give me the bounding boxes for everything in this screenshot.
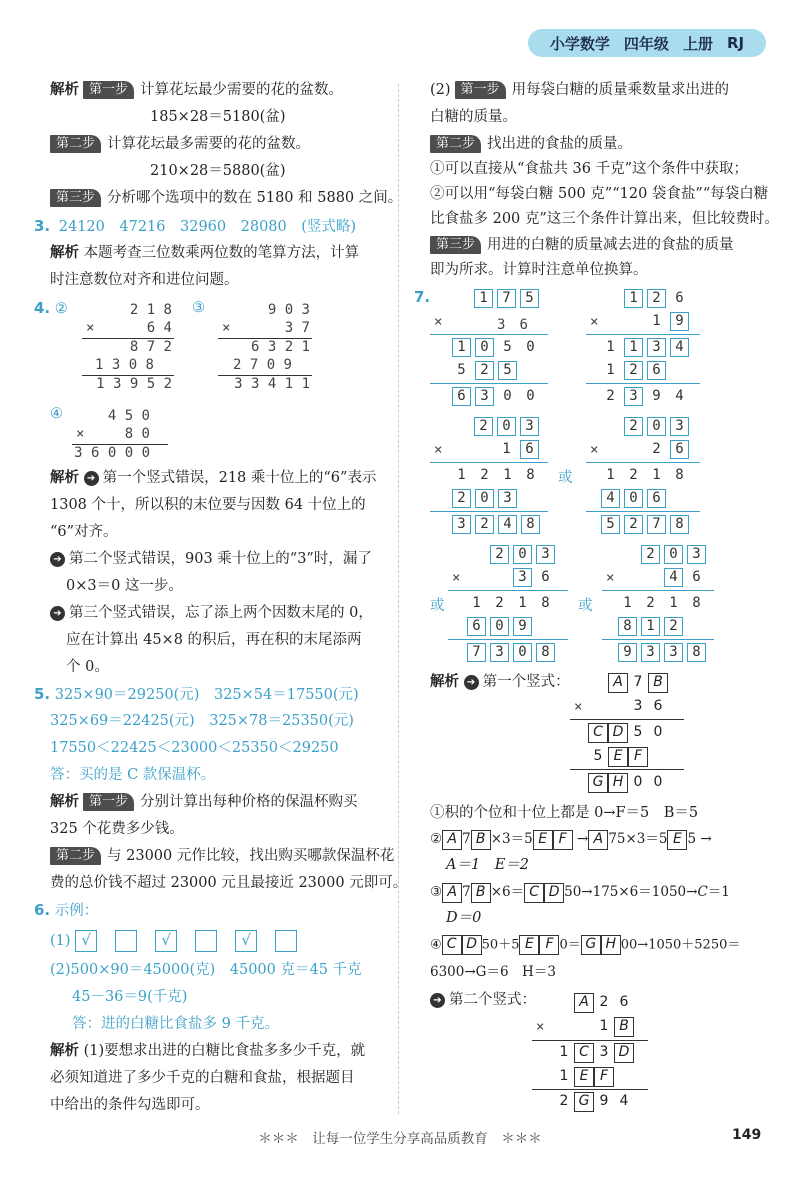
q4-analysis-b	[50, 549, 372, 569]
letter-box: B	[614, 1017, 634, 1037]
step2-equation: 210×28＝5880(盆)	[150, 163, 286, 179]
digit: 9	[652, 388, 661, 404]
q6-title	[34, 900, 98, 921]
letter-box: G	[588, 773, 608, 793]
arrow-bullet-icon: ➔	[50, 606, 65, 621]
digit-box: 1	[624, 289, 643, 308]
v2-row1: 2 1 8	[129, 302, 172, 318]
r-text: 比食盐多 200 克”这三个条件计算出来，但比较费时。	[430, 211, 779, 227]
times-sign: ×	[86, 320, 95, 336]
digit: 4	[619, 1093, 629, 1109]
checkbox	[115, 930, 137, 952]
digit-box: 6	[520, 440, 539, 459]
digit-box: 3	[624, 387, 643, 406]
q4-analysis-a1	[50, 468, 376, 488]
digit-box: 2	[624, 417, 643, 436]
digit: 6	[619, 994, 629, 1010]
letter-box: G	[574, 1092, 594, 1112]
digit: 1	[559, 1068, 569, 1084]
digit: 0	[633, 774, 643, 790]
digit: 1	[606, 467, 615, 483]
grade: 四年级	[623, 34, 669, 53]
step1-text: 计算花坛最少需要的花的盆数。	[140, 82, 344, 98]
grid-rule	[586, 334, 700, 335]
q4-circle2: ②	[54, 301, 68, 317]
digit: 2	[599, 994, 609, 1010]
digit-box: 3	[536, 545, 555, 564]
digit: 4	[675, 388, 684, 404]
q5-analysis-text: 与 23000 元作比较，找出购买哪款保温杯花	[107, 848, 395, 864]
q6-check-row	[50, 929, 315, 953]
checkbox: √	[75, 930, 97, 952]
digit-box: 6	[647, 489, 666, 508]
digit: 0	[526, 339, 535, 355]
digit: 2	[646, 595, 655, 611]
explain-4-result: 6300→G＝6 H＝3	[430, 964, 556, 980]
digit-box: 9	[670, 312, 689, 331]
digit: 0	[503, 388, 512, 404]
letter-box: H	[608, 773, 628, 793]
q5-text: 17550＜22425＜23000＜25350＜29250	[50, 740, 339, 756]
digit-box: 0	[475, 338, 494, 357]
digit-box: 3	[647, 338, 666, 357]
q4-analysis-text: 应在计算出 45×8 的积后，再在积的末尾添两	[66, 632, 362, 648]
digit-box: 6	[647, 361, 666, 380]
r-text: ②可以用“每袋白糖 500 克”“120 袋食盐”“每袋白糖	[430, 186, 769, 202]
grid-rule	[430, 462, 548, 463]
q5-line1	[34, 684, 359, 705]
digit: 5	[633, 724, 643, 740]
digit-box: 3	[687, 545, 706, 564]
times-sign: ×	[590, 314, 599, 330]
or-label: 或	[558, 470, 573, 486]
step2-badge: 第二步	[50, 847, 101, 865]
explain-3-result: D＝0	[446, 910, 482, 926]
arrow-bullet-icon: ➔	[430, 993, 445, 1008]
grid-rule	[586, 511, 700, 512]
v4-row2: 8 0	[124, 426, 150, 442]
digit: 2	[652, 441, 661, 457]
q6-text: 45－36＝9(千克)	[72, 989, 188, 1005]
q5-answer: 答：买的是 C 款保温杯。	[50, 767, 216, 783]
digit-box: 8	[670, 515, 689, 534]
digit: 5	[457, 362, 466, 378]
q6-part1-label: (1)	[50, 933, 71, 949]
q6-answer: 答：进的白糖比食盐多 9 千克。	[72, 1016, 279, 1032]
digit-box: 2	[624, 515, 643, 534]
q4-header	[34, 298, 68, 319]
q4-analysis-text: 第三个竖式错误，忘了添上两个因数末尾的 0，	[69, 605, 373, 621]
letter-box: C	[588, 723, 608, 743]
digit: 1	[457, 467, 466, 483]
digit-box: 1	[452, 338, 471, 357]
explain-2: ② A 7 B ×3＝5 E F → A 75×3＝5 E 5 →	[430, 829, 712, 850]
q3-answer-line	[34, 216, 356, 237]
digit-box: 0	[624, 489, 643, 508]
arrow-bullet-icon: ➔	[84, 471, 99, 486]
q6-text: (2)500×90＝45000(克) 45000 克＝45 千克	[50, 962, 362, 978]
q3-answer: 24120 47216 32960 28080 (竖式略)	[58, 219, 357, 235]
step3-badge: 第三步	[430, 236, 481, 254]
analysis-label: 解析	[50, 82, 79, 98]
q6-analysis-text: (1)要想求出进的白糖比食盐多多少千克，就	[83, 1043, 366, 1059]
letter-box: C	[574, 1043, 594, 1063]
v3-row3: 6 3 2 1	[250, 339, 310, 355]
step1-badge: 第一步	[83, 81, 134, 99]
digit-box: 3	[641, 643, 660, 662]
digit-box: 2	[490, 545, 509, 564]
digit-box: 4	[498, 515, 517, 534]
step2-badge: 第二步	[430, 135, 481, 153]
letter-box: F	[594, 1067, 614, 1087]
digit-box: 8	[618, 617, 637, 636]
digit: 3	[633, 698, 643, 714]
grid-rule	[586, 383, 700, 384]
q4-analysis-c	[50, 603, 373, 623]
q4-circle3: ③	[192, 300, 205, 316]
v3-row1: 9 0 3	[267, 302, 310, 318]
digit-box: 7	[647, 515, 666, 534]
step3-badge: 第三步	[50, 189, 101, 207]
digit: 2	[495, 595, 504, 611]
digit-box: 4	[601, 489, 620, 508]
q4-analysis-text: 个 0。	[66, 659, 109, 675]
arrow-bullet-icon: ➔	[50, 552, 65, 567]
digit: 1	[652, 467, 661, 483]
digit: 1	[599, 1018, 609, 1034]
footer	[0, 1123, 800, 1149]
q5-analysis-text: 325 个花费多少钱。	[50, 821, 184, 837]
r-text: ①可以直接从“食盐共 36 千克”这个条件中获取；	[430, 161, 748, 177]
digit-box: 0	[513, 545, 532, 564]
r-step1-text: 白糖的质量。	[430, 109, 517, 125]
analysis-label: 解析	[50, 470, 79, 486]
q5-analysis-text: 分别计算出每种价格的保温杯购买	[140, 794, 358, 810]
q6-number: 6.	[34, 901, 51, 919]
part2-label: (2)	[430, 82, 451, 98]
column-divider	[398, 84, 399, 1114]
checkbox	[275, 930, 297, 952]
q3-number: 3.	[34, 217, 51, 235]
analysis-step1-line	[50, 80, 343, 100]
grid-rule	[602, 639, 714, 640]
analysis-step2-line	[50, 134, 310, 154]
step1-badge: 第一步	[83, 793, 134, 811]
r-step3-text: 用进的白糖的质量减去进的食盐的质量	[487, 237, 734, 253]
v3-row5: 3 3 4 1 1	[234, 376, 310, 392]
digit: 1	[503, 467, 512, 483]
q4-analysis-text: 第一个竖式错误，218 乘十位上的“6”表示	[102, 470, 377, 486]
digit: 1	[502, 441, 511, 457]
v2-row2: 6 4	[146, 320, 172, 336]
digit: 1	[606, 362, 615, 378]
q6-analysis-text: 必须知道进了多少千克的白糖和食盐，根据题目	[50, 1070, 355, 1086]
digit: 8	[675, 467, 684, 483]
digit-box: 0	[497, 417, 516, 436]
v3-row4: 2 7 0 9	[232, 357, 292, 373]
times-sign: ×	[76, 426, 85, 442]
r-step3-text: 即为所求。计算时注意单位换算。	[430, 262, 648, 278]
digit-box: 0	[664, 545, 683, 564]
digit: 6	[519, 317, 528, 333]
letter-box: A	[608, 673, 628, 693]
digit: 3	[599, 1044, 609, 1060]
digit: 2	[480, 467, 489, 483]
edition: RJ	[726, 34, 745, 52]
v2-row5: 1 3 9 5 2	[96, 376, 172, 392]
digit: 1	[669, 595, 678, 611]
first-vertical-label	[430, 672, 570, 692]
digit-box: 9	[618, 643, 637, 662]
explain-1: ①积的个位和十位上都是 0→F＝5 B＝5	[430, 805, 699, 821]
grid-rule	[448, 639, 568, 640]
digit: 1	[559, 1044, 569, 1060]
step1-badge: 第一步	[455, 81, 506, 99]
q4-analysis-text: 第二个竖式错误，903 乘十位上的“3”时，漏了	[69, 551, 372, 567]
or-label: 或	[578, 598, 593, 614]
digit: 3	[497, 317, 506, 333]
r-step2	[430, 134, 632, 154]
step3-text: 分析哪个选项中的数在 5180 和 5880 之间。	[107, 190, 403, 206]
digit: 2	[559, 1093, 569, 1109]
q6-analysis-text: 中给出的条件勾选即可。	[50, 1097, 210, 1113]
v2-row3: 8 7 2	[129, 339, 172, 355]
digit: 0	[653, 724, 663, 740]
digit: 8	[526, 467, 535, 483]
r-step1	[430, 80, 729, 100]
letter-box: E	[608, 747, 628, 767]
digit-box: 8	[521, 515, 540, 534]
digit: 7	[633, 674, 643, 690]
digit: 1	[623, 595, 632, 611]
digit-box: 2	[641, 545, 660, 564]
second-vertical-text: 第二个竖式：	[449, 992, 536, 1008]
digit: 6	[675, 290, 684, 306]
digit-box: 0	[647, 417, 666, 436]
digit: 2	[629, 467, 638, 483]
grid-rule	[586, 462, 700, 463]
digit: 1	[652, 313, 661, 329]
times-sign: ×	[590, 442, 599, 458]
digit: 0	[526, 388, 535, 404]
letter-box: B	[648, 673, 668, 693]
vertical-rule	[570, 769, 684, 770]
digit-box: 5	[498, 361, 517, 380]
q5-text: 325×90＝29250(元) 325×54＝17550(元)	[54, 687, 359, 703]
explain-2-result: A＝1 E＝2	[446, 857, 530, 873]
grid-rule	[448, 590, 568, 591]
times-sign: ×	[452, 570, 461, 586]
digit-box: 0	[490, 617, 509, 636]
explain-4: ④ C D 50＋5 E F 0＝ G H 00→1050＋5250＝	[430, 935, 740, 956]
analysis-label: 解析	[430, 674, 459, 690]
q3-analysis	[50, 243, 359, 263]
letter-box: F	[628, 747, 648, 767]
digit-box: 2	[474, 417, 493, 436]
digit-box: 8	[536, 643, 555, 662]
digit-box: 6	[670, 440, 689, 459]
times-sign: ×	[606, 570, 615, 586]
q3-analysis-text2: 时注意数位对齐和进位问题。	[50, 272, 239, 288]
digit-box: 2	[624, 361, 643, 380]
q5-analysis	[50, 792, 358, 812]
v3-row2: 3 7	[284, 320, 310, 336]
digit-box: 3	[670, 417, 689, 436]
digit-box: 7	[497, 289, 516, 308]
digit-box: 3	[490, 643, 509, 662]
analysis-label: 解析	[50, 1043, 79, 1059]
digit-box: 4	[670, 338, 689, 357]
times-sign: ×	[536, 1019, 545, 1035]
digit-box: 1	[474, 289, 493, 308]
digit: 8	[692, 595, 701, 611]
digit: 6	[541, 569, 550, 585]
letter-box: A	[574, 993, 594, 1013]
footer-slogan: ＊＊＊ 让每一位学生分享高品质教育 ＊＊＊	[258, 1131, 542, 1147]
checkbox	[195, 930, 217, 952]
digit-box: 0	[513, 643, 532, 662]
digit-box: 5	[601, 515, 620, 534]
digit: 1	[606, 339, 615, 355]
times-sign: ×	[574, 699, 583, 715]
checkbox: √	[235, 930, 257, 952]
v4-row1: 4 5 0	[107, 408, 150, 424]
digit-box: 9	[513, 617, 532, 636]
digit-box: 3	[513, 568, 532, 587]
vertical-rule	[570, 719, 684, 720]
digit-box: 2	[452, 489, 471, 508]
letter-box: D	[614, 1043, 634, 1063]
digit: 1	[518, 595, 527, 611]
digit-box: 6	[467, 617, 486, 636]
digit: 5	[503, 339, 512, 355]
volume: 上册	[682, 34, 713, 53]
checkbox: √	[155, 930, 177, 952]
explain-3: ③ A 7 B ×6＝ C D 50→175×6＝1050→C＝1	[430, 882, 730, 903]
analysis-label: 解析	[50, 245, 79, 261]
grid-rule	[430, 383, 548, 384]
header-badge	[528, 29, 766, 57]
digit-box: 3	[452, 515, 471, 534]
digit: 6	[692, 569, 701, 585]
digit-box: 3	[475, 387, 494, 406]
r-step2-text: 找出进的食盐的质量。	[487, 136, 633, 152]
digit: 6	[653, 698, 663, 714]
arrow-bullet-icon: ➔	[464, 675, 479, 690]
digit-box: 0	[475, 489, 494, 508]
grid-a-mult	[497, 314, 528, 334]
grid-rule	[602, 590, 714, 591]
times-sign: ×	[434, 314, 443, 330]
digit: 1	[472, 595, 481, 611]
digit-box: 7	[467, 643, 486, 662]
digit-box: 2	[647, 289, 666, 308]
q6-analysis	[50, 1041, 365, 1061]
digit-box: 1	[641, 617, 660, 636]
grid-rule	[430, 334, 548, 335]
q5-text: 325×69＝22425(元) 325×78＝25350(元)	[50, 713, 354, 729]
grid-rule	[430, 511, 548, 512]
times-sign: ×	[434, 442, 443, 458]
digit-box: 8	[687, 643, 706, 662]
page-number: 149	[732, 1127, 762, 1143]
v2-row4: 1 3 0 8	[94, 357, 154, 373]
q4-number: 4.	[34, 299, 51, 317]
digit-box: 2	[664, 617, 683, 636]
q7-number: 7.	[414, 288, 431, 306]
q6-title-text: 示例：	[54, 903, 99, 919]
q5-analysis-text: 费的总价钱不超过 23000 元且最接近 23000 元即可。	[50, 875, 408, 891]
step2-badge: 第二步	[50, 135, 101, 153]
q5-number: 5.	[34, 685, 51, 703]
digit: 5	[593, 748, 603, 764]
r-step1-text: 用每袋白糖的质量乘数量求出进的	[511, 82, 730, 98]
digit-box: 2	[475, 515, 494, 534]
digit-box: 6	[452, 387, 471, 406]
q3-analysis-text1: 本题考查三位数乘两位数的笔算方法，计算	[83, 245, 360, 261]
digit: 2	[606, 388, 615, 404]
circle-2: ②	[430, 831, 443, 847]
digit-box: 4	[664, 568, 683, 587]
vertical-rule	[532, 1040, 648, 1041]
letter-box: E	[574, 1067, 594, 1087]
second-vertical-label	[430, 990, 536, 1010]
q5-step2	[50, 846, 394, 866]
q4-analysis-text: 1308 个十，所以积的末位要与因数 64 十位上的	[50, 497, 366, 513]
digit-box: 5	[520, 289, 539, 308]
digit-box: 1	[624, 338, 643, 357]
letter-box: D	[608, 723, 628, 743]
digit-box: 3	[664, 643, 683, 662]
step1-equation: 185×28＝5180(盆)	[150, 109, 286, 125]
q4-analysis-text: “6”对齐。	[50, 524, 118, 540]
digit: 0	[653, 774, 663, 790]
v4-row3: 3 6 0 0 0	[74, 445, 150, 461]
digit-box: 3	[520, 417, 539, 436]
q4-circle4: ④	[50, 406, 63, 422]
vertical-rule	[532, 1089, 648, 1090]
analysis-step3-line	[50, 188, 402, 208]
digit-box: 3	[498, 489, 517, 508]
digit: 8	[541, 595, 550, 611]
analysis-label: 解析	[50, 794, 79, 810]
q4-analysis-text: 0×3＝0 这一步。	[66, 578, 183, 594]
times-sign: ×	[222, 320, 231, 336]
or-label: 或	[430, 598, 445, 614]
digit: 9	[599, 1093, 609, 1109]
subject: 小学数学	[549, 34, 610, 53]
digit-box: 2	[475, 361, 494, 380]
step2-text: 计算花坛最多需要的花的盆数。	[107, 136, 311, 152]
r-step3	[430, 235, 734, 255]
first-vertical-text: 第一个竖式：	[482, 674, 570, 690]
